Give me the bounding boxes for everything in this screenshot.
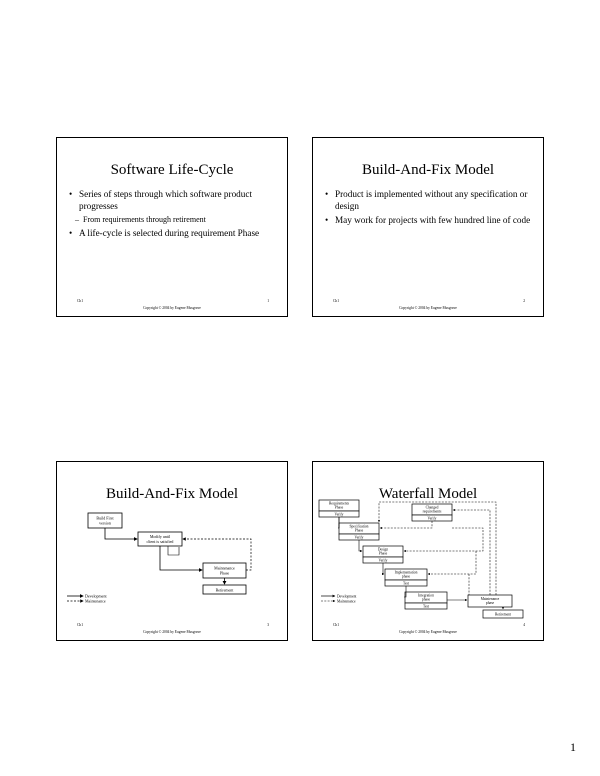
retirement-label: Retirement xyxy=(215,587,234,593)
spec-to-design-arrow xyxy=(359,540,362,551)
slide-3 xyxy=(56,461,288,641)
svg-text:Integration: Integration xyxy=(418,593,434,598)
footer-slide-number: 4 xyxy=(523,622,525,627)
modify-label-1: Modify until xyxy=(149,534,171,539)
slide-title: Build-And-Fix Model xyxy=(361,162,495,178)
test-label: Test xyxy=(403,581,409,586)
slide-4 xyxy=(312,461,544,641)
svg-text:Changed: Changed xyxy=(425,505,439,510)
svg-text:Phase: Phase xyxy=(354,528,364,533)
svg-text:Verify: Verify xyxy=(427,516,437,521)
slide-2 xyxy=(312,137,544,317)
legend-dev-label: Development xyxy=(337,594,357,599)
waterfall-diagram xyxy=(313,462,545,642)
modify-label-2: client is satisfied xyxy=(146,539,174,544)
footer-slide-number: 1 xyxy=(267,298,269,303)
slide-title: Build-And-Fix Model xyxy=(105,486,239,502)
retirement-label: Retirement xyxy=(495,612,511,617)
svg-text:phase: phase xyxy=(485,601,495,605)
bullet-item: • A life-cycle is selected during requirement Phase xyxy=(67,227,279,239)
legend-dev-label: Development xyxy=(85,593,107,599)
footer-copyright: Copyright © 2004 by Eugene Musgrave xyxy=(143,629,201,634)
slide-1 xyxy=(56,137,288,317)
bullet-item: • Product is implemented without any specification or design xyxy=(323,188,535,212)
bullet-item: • Series of steps through which software product progresses xyxy=(67,188,279,212)
svg-text:Maintenance: Maintenance xyxy=(480,597,500,601)
modify-to-maint-arrow xyxy=(160,546,202,570)
svg-text:Verify: Verify xyxy=(354,535,364,540)
svg-text:phase: phase xyxy=(421,597,431,602)
legend-maint-label: Maintenance xyxy=(337,599,356,604)
svg-text:Design: Design xyxy=(377,547,389,552)
sub-bullet-item: – From requirements through retirement xyxy=(67,214,279,225)
maint-label-1: Maintenance xyxy=(214,565,235,571)
footer-chapter: Ch1 xyxy=(333,622,339,627)
footer-copyright: Copyright © 2004 by Eugene Musgrave xyxy=(143,305,201,310)
svg-text:Requirements: Requirements xyxy=(329,501,349,506)
design-to-impl-arrow xyxy=(383,563,384,574)
changed-to-spec-arrow xyxy=(380,521,432,528)
build-label-2: version xyxy=(99,520,111,526)
bullet-list xyxy=(67,188,279,241)
svg-text:Verify: Verify xyxy=(378,558,388,563)
slide-title: Software Life-Cycle xyxy=(110,162,234,178)
footer-chapter: Ch1 xyxy=(77,298,83,303)
footer-copyright: Copyright © 2004 by Eugene Musgrave xyxy=(399,305,457,310)
svg-text:Specification: Specification xyxy=(349,524,369,529)
legend-maint-label: Maintenance xyxy=(85,598,106,604)
build-label-1: Build First xyxy=(96,515,114,521)
build-and-fix-diagram xyxy=(57,462,289,642)
verify-label: Verify xyxy=(334,512,344,517)
slide-title: Waterfall Model xyxy=(378,486,478,502)
to-impl-arrow xyxy=(428,551,476,574)
footer-copyright: Copyright © 2004 by Eugene Musgrave xyxy=(399,629,457,634)
maint-label-2: Phase xyxy=(219,570,230,576)
svg-text:Phase: Phase xyxy=(334,505,344,510)
svg-text:Implementation: Implementation xyxy=(394,570,418,575)
svg-text:phase: phase xyxy=(401,574,411,579)
bullet-list xyxy=(323,188,535,228)
footer-chapter: Ch1 xyxy=(77,622,83,627)
svg-text:requirements: requirements xyxy=(422,509,442,514)
build-to-modify-arrow xyxy=(105,528,137,539)
footer-slide-number: 2 xyxy=(523,298,525,303)
svg-text:Test: Test xyxy=(423,604,429,609)
to-design-arrow xyxy=(404,528,483,551)
footer-slide-number: 3 xyxy=(267,622,269,627)
maint-to-changed-req-arrow xyxy=(453,510,490,595)
footer-chapter: Ch1 xyxy=(333,298,339,303)
page-number: 1 xyxy=(570,740,576,754)
modify-loop xyxy=(168,546,179,555)
bullet-item: • May work for projects with few hundred line of code xyxy=(323,214,535,226)
svg-text:Phase: Phase xyxy=(378,551,388,556)
